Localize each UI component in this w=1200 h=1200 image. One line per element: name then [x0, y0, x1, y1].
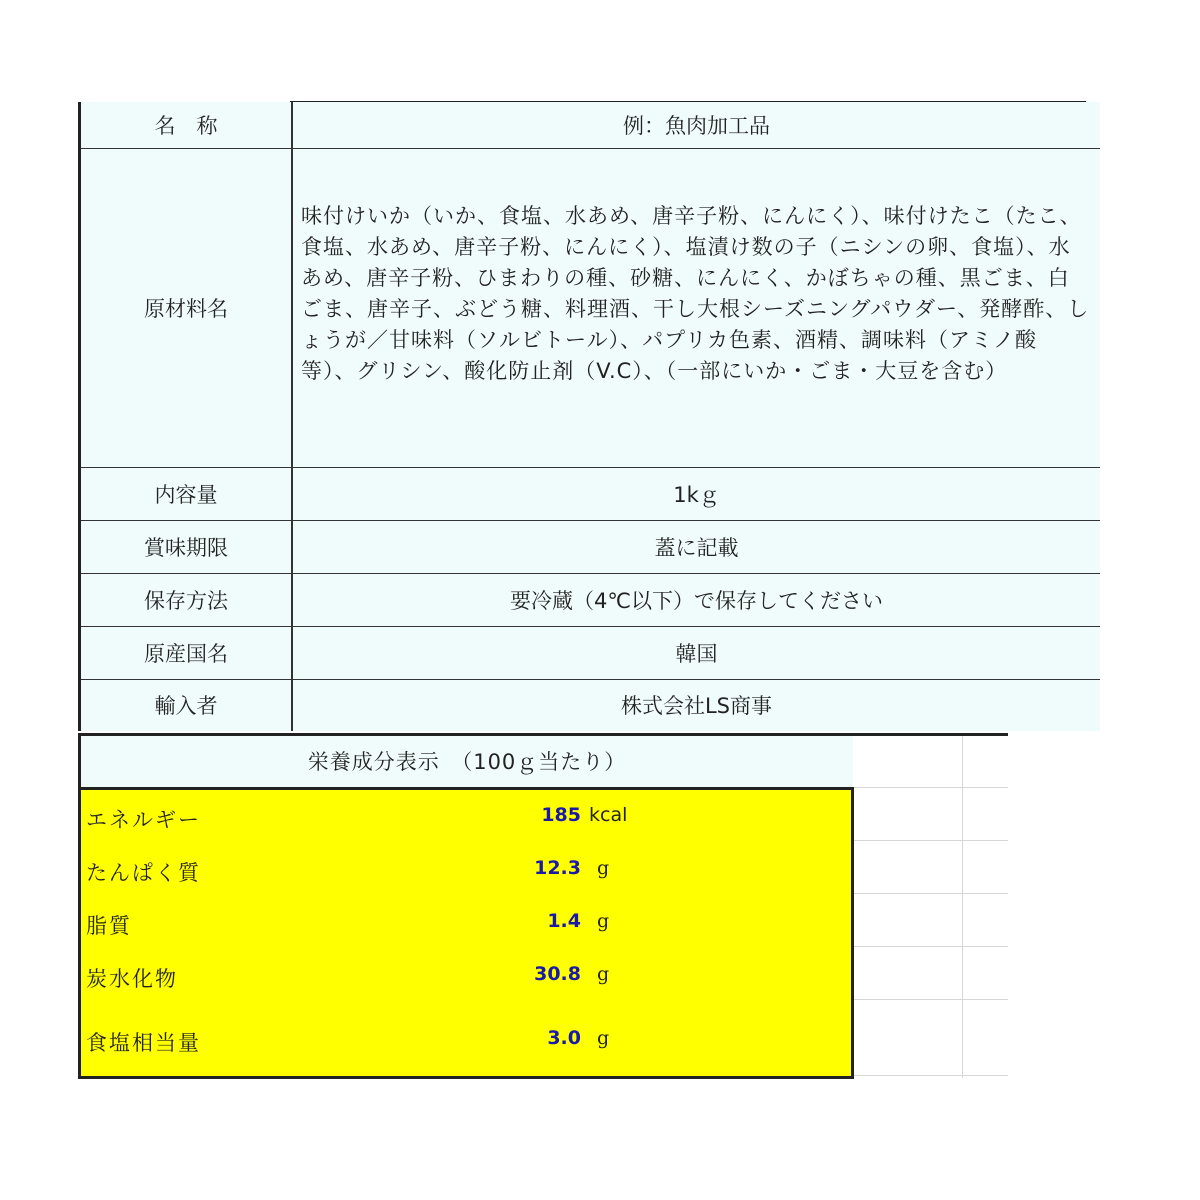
grid-line [850, 946, 1008, 947]
nutrient-name: 炭水化物 [86, 967, 178, 991]
label-value: 株式会社LS商事 [292, 679, 1100, 731]
label-value: 韓国 [292, 626, 1100, 679]
label-key: 賞味期限 [80, 520, 293, 573]
grid-line [850, 999, 1008, 1000]
nutrient-name: たんぱく質 [86, 861, 201, 885]
label-value: 蓋に記載 [292, 520, 1100, 573]
nutrient-value: 12.3 [534, 857, 581, 879]
label-key: 保存方法 [80, 573, 293, 626]
label-key: 名 称 [80, 102, 293, 148]
nutrient-value: 1.4 [547, 910, 581, 932]
nutrient-value: 185 [541, 804, 581, 826]
label-value: 1kｇ [292, 467, 1100, 520]
nutrient-unit: g [597, 910, 610, 932]
label-row-importer [80, 679, 1101, 731]
nutrient-unit: g [597, 1027, 610, 1049]
grid-line [850, 787, 1008, 788]
label-row-name [80, 102, 1101, 148]
nutrition-header-rule [850, 733, 1008, 736]
label-row-storage [80, 573, 1101, 626]
label-row-origin [80, 626, 1101, 679]
product-label-table [78, 102, 1100, 731]
grid-line [850, 893, 1008, 894]
nutrition-table [78, 787, 854, 1079]
label-key: 輸入者 [80, 679, 293, 731]
label-value: 例：魚肉加工品 [292, 102, 1100, 148]
label-row-best-before [80, 520, 1101, 573]
nutrient-unit: g [597, 963, 610, 985]
label-row-content [80, 467, 1101, 520]
grid-line [850, 1075, 1008, 1076]
label-key: 原材料名 [80, 148, 293, 467]
nutrient-name: 食塩相当量 [86, 1031, 201, 1055]
nutrient-name: エネルギー [86, 808, 201, 832]
nutrient-value: 30.8 [534, 963, 581, 985]
nutrient-name: 脂質 [86, 914, 132, 938]
nutrient-unit: kcal [589, 804, 628, 826]
nutrient-value: 3.0 [547, 1027, 581, 1049]
label-key: 内容量 [80, 467, 293, 520]
nutrition-title: 栄養成分表示 （100ｇ当たり） [78, 733, 853, 788]
label-row-ingredients [80, 148, 1101, 467]
label-value-ingredients: 味付けいか（いか、食塩、水あめ、唐辛子粉、にんにく）、味付けたこ（たこ、食塩、水あめ、唐辛子粉、にんにく）、塩漬け数の子（ニシンの卵、食塩）、水あめ、唐辛子粉、ひまわりの種、砂糖、にんにく、かぼちゃの種、黒ごま、白ごま、唐辛子、ぶどう糖、料理酒、干し大根シーズニングパウダー、発酵酢、しょうが／甘味料（ソルビトール）、パプリカ色素、酒精、調味料（アミノ酸等）、グリシン、酸化防止剤（V.C）、（一部にいか・ごま・大豆を含む） [292, 148, 1100, 467]
label-key: 原産国名 [80, 626, 293, 679]
grid-line [850, 840, 1008, 841]
nutrient-unit: g [597, 857, 610, 879]
label-value: 要冷蔵（4℃以下）で保存してください [292, 573, 1100, 626]
